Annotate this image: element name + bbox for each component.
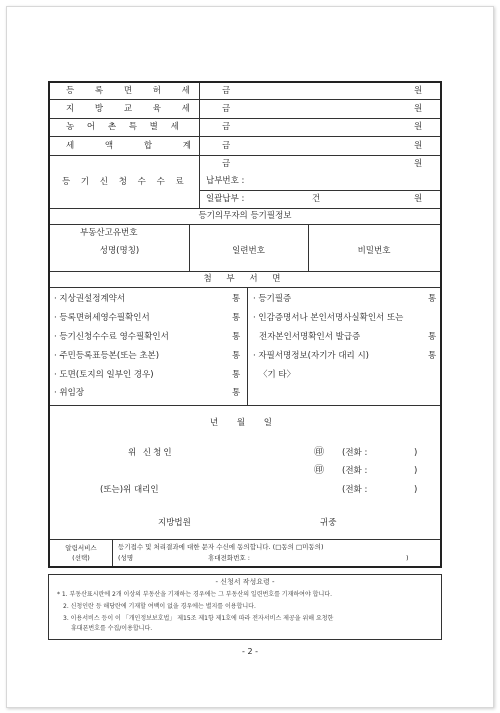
amount-prefix: 금 [222, 122, 231, 132]
attachment-item: · 인감증명서나 본인서명사실확인서 또는 [253, 313, 404, 323]
alarm-name-field: (성명 [118, 554, 134, 562]
password-col-label: 비밀번호 [357, 246, 391, 256]
attachment-item: · 등록면허세영수필확인서 [54, 313, 150, 323]
attachment-unit: 통 [428, 294, 437, 304]
applicant-phone-label: (전화 : [342, 448, 368, 458]
attachment-item: · 주민등록표등본(또는 초본) [54, 351, 160, 361]
won-unit: 원 [414, 104, 423, 114]
reg-fee-label: 등 기 신 청 수 수 료 [62, 177, 188, 187]
attachment-unit: 통 [232, 313, 241, 323]
alarm-mobile-field: 휴대전화번호 : [208, 554, 250, 562]
won-unit: 원 [414, 194, 423, 204]
won-unit: 원 [414, 159, 423, 169]
agent-label: (또는)위 대리인 [100, 485, 159, 495]
attachment-item: · 지상권설정계약서 [54, 294, 126, 304]
amount-prefix: 금 [222, 86, 231, 96]
seal-mark: ㊞ [314, 447, 324, 458]
agent-phone-label: (전화 : [342, 485, 368, 495]
attachment-item: · 도면(토지의 일부인 경우) [54, 370, 154, 380]
attachment-unit: 통 [428, 351, 437, 361]
alarm-close: ) [406, 554, 409, 562]
attachment-item: 전자본인서명확인서 발급증 [259, 332, 361, 342]
rural-special-tax-label: 농 어 촌 특 별 세 [66, 122, 184, 132]
attachment-item: · 등기신청수수료 영수필확인서 [54, 332, 169, 342]
page-number: - 2 - [242, 647, 258, 656]
attachment-unit: 통 [232, 351, 241, 361]
amount-prefix: 금 [222, 159, 231, 169]
obligor-title: 등기의무자의 등기필정보 [198, 211, 292, 221]
date-line: 년 월 일 [209, 418, 281, 428]
reg-license-tax-label: 등 록 면 허 세 [66, 86, 199, 96]
local-edu-tax-label: 지 방 교 육 세 [66, 104, 199, 114]
attachment-unit: 통 [232, 388, 241, 398]
attachments-title: 첨 부 서 면 [203, 274, 287, 284]
paren-close: ) [414, 448, 418, 458]
attachment-item: · 등기필증 [253, 294, 292, 304]
won-unit: 원 [414, 86, 423, 96]
tax-sum-label: 세 액 합 계 [66, 141, 205, 151]
attachment-item: 〈기 타〉 [259, 370, 296, 380]
bulk-payment-label: 일괄납부 : [206, 194, 245, 204]
attachment-unit: 통 [232, 294, 241, 304]
paren-close: ) [414, 485, 418, 495]
application-form [48, 81, 442, 568]
court-label: 지방법원 [158, 518, 191, 528]
guide-item: 휴대폰번호를 수집/이용합니다. [71, 625, 153, 632]
guide-item: 2. 신청인란 등 해당란에 기재할 여백이 없을 경우에는 별지를 이용합니다. [63, 603, 256, 610]
amount-prefix: 금 [222, 104, 231, 114]
applicant-label: 위 신청인 [128, 448, 174, 458]
attachment-item: · 자필서명정보(자기가 대리 시) [253, 351, 369, 361]
amount-prefix: 금 [222, 141, 231, 151]
name-col-label: 성명(명칭) [99, 246, 140, 256]
seal-mark: ㊞ [314, 465, 324, 476]
guide-item: 3. 이용서비스 등이 이 「개인정보보호법」 제15조 제1항 제1호에 따라 전자서비스 제공을 위해 요청한 [63, 615, 334, 622]
attachment-unit: 통 [232, 370, 241, 380]
alarm-consent-text: 등기접수 및 처리결과에 대한 문자 수신에 동의합니다. (□동의 □미동의) [118, 543, 324, 551]
writing-guide [48, 574, 442, 640]
serial-col-label: 일련번호 [232, 246, 265, 256]
registry-label: 귀중 [320, 518, 337, 528]
won-unit: 원 [414, 141, 423, 151]
unique-no-label: 부동산고유번호 [80, 228, 138, 238]
guide-title: - 신청서 작성요령 - [215, 578, 275, 586]
attachment-item: · 위임장 [54, 388, 85, 398]
won-unit: 원 [414, 122, 423, 132]
attachment-unit: 통 [232, 332, 241, 342]
alarm-optional: (선택) [72, 554, 90, 562]
attachment-unit: 통 [428, 332, 437, 342]
guide-item: * 1. 부동산표시란에 2개 이상의 부동산을 기재하는 경우에는 그 부동산의 일련번호를 기재하여야 합니다. [57, 591, 332, 598]
applicant-phone-label: (전화 : [342, 466, 368, 476]
count-unit: 건 [312, 194, 321, 204]
payment-no-label: 납부번호 : [206, 176, 245, 186]
alarm-label: 알림서비스 [65, 544, 97, 552]
paren-close: ) [414, 466, 418, 476]
